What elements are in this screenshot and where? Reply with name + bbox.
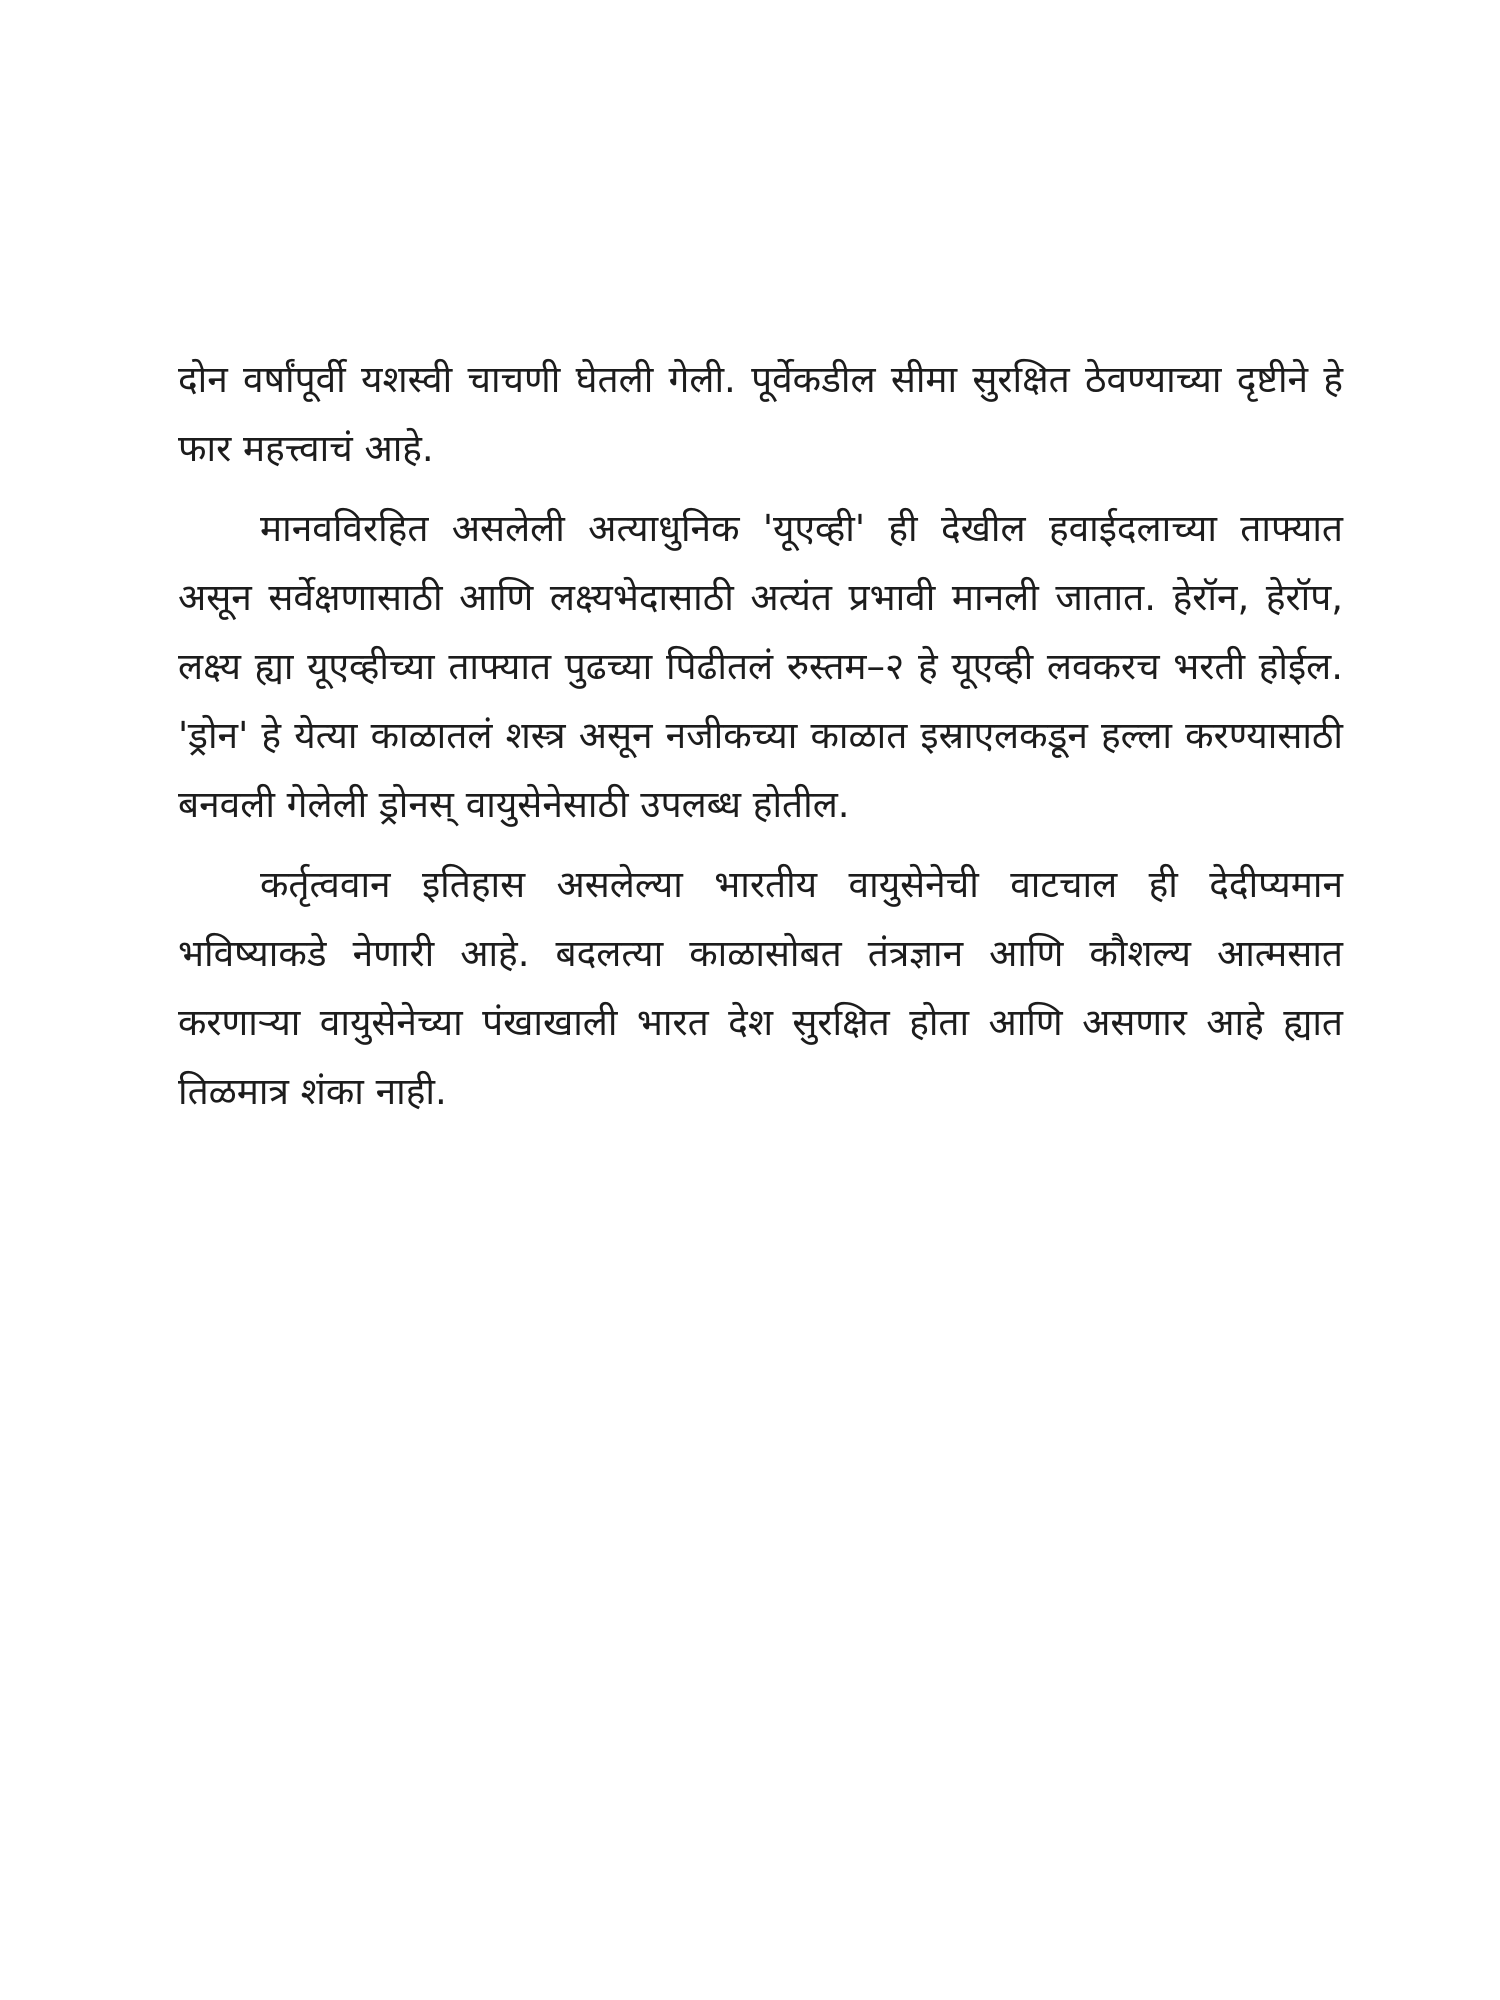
paragraph-1: दोन वर्षांपूर्वी यशस्वी चाचणी घेतली गेली. पूर्वेकडील सीमा सुरक्षित ठेवण्याच्या दृष्टीने हे फार महत्त्वाचं आहे. bbox=[178, 358, 1343, 470]
paragraph-3: कर्तृत्ववान इतिहास असलेल्या भारतीय वायुसेनेची वाटचाल ही देदीप्यमान भविष्याकडे नेणारी आहे. बदलत्या काळासोबत तंत्रज्ञान आणि कौशल्य आत्मसात करणाऱ्या वायुसेनेच्या पंखाखाली भारत देश सुरक्षित होता आणि असणार आहे ह्यात तिळमात्र शंका नाही. bbox=[178, 863, 1343, 1113]
paragraph-2: मानवविरहित असलेली अत्याधुनिक 'यूएव्ही' ही देखील हवाईदलाच्या ताफ्यात असून सर्वेक्षणासाठी आणि लक्ष्यभेदासाठी अत्यंत प्रभावी मानली जातात. हेरॉन, हेरॉप, लक्ष्य ह्या यूएव्हीच्या ताफ्यात पुढच्या पिढीतलं रुस्तम–२ हे यूएव्ही लवकरच भरती होईल. 'ड्रोन' हे येत्या काळातलं शस्त्र असून नजीकच्या काळात इस्राएलकडून हल्ला करण्यासाठी बनवली गेलेली ड्रोनस् वायुसेनेसाठी उपलब्ध होतील. bbox=[178, 507, 1343, 826]
body-text bbox=[178, 345, 1343, 1137]
